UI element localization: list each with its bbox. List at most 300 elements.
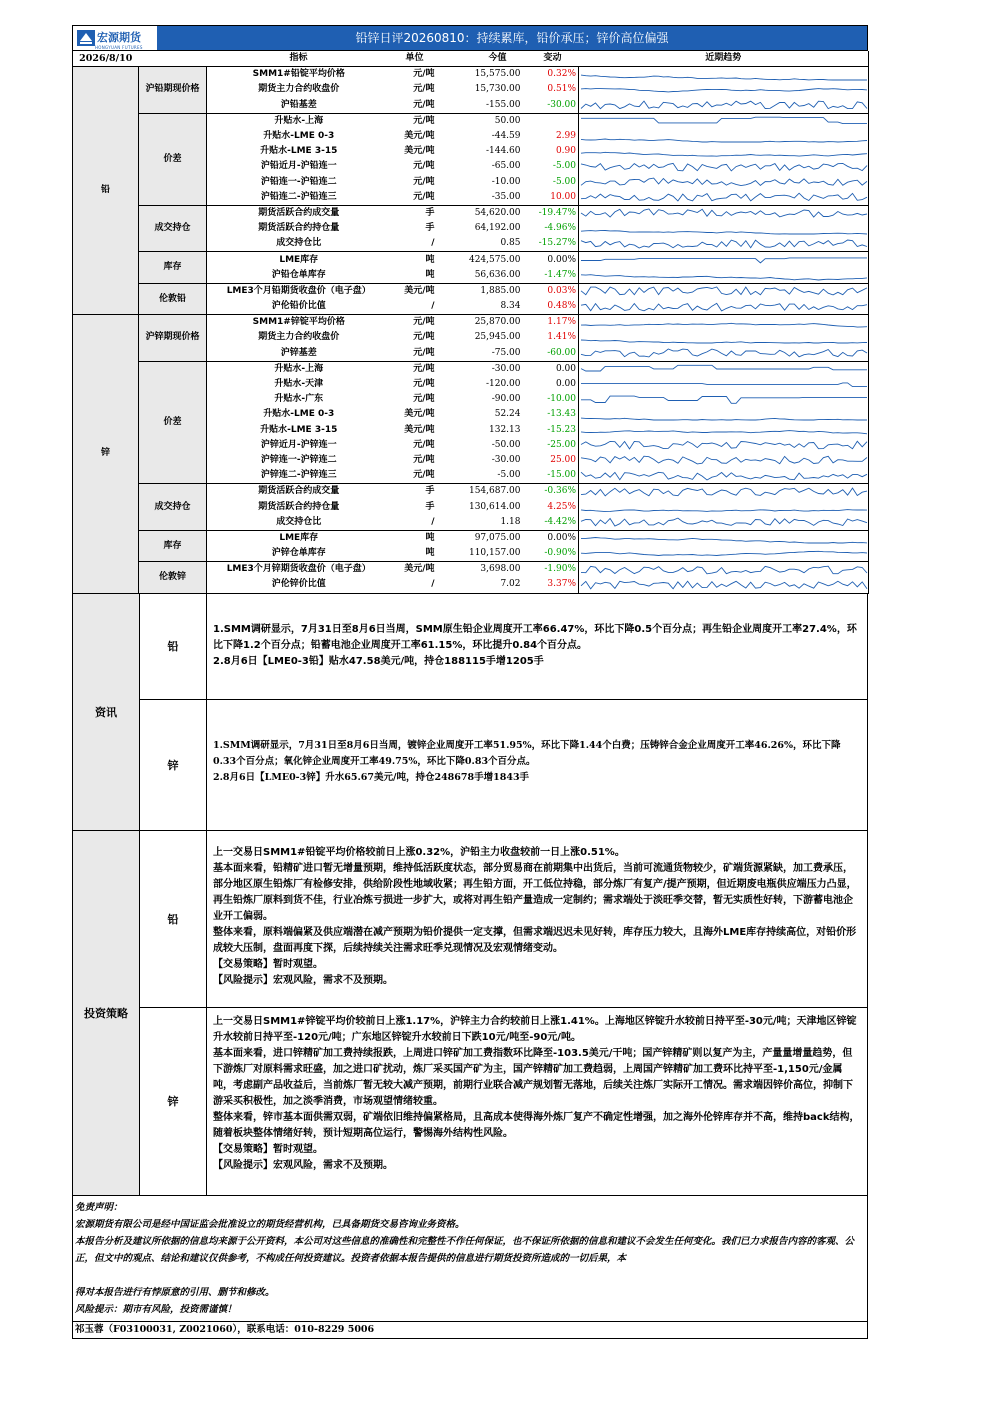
value-cell: 15,730.00 xyxy=(474,84,521,95)
sparkline-cell xyxy=(579,453,869,468)
category-label: 伦敦锌 xyxy=(139,562,207,593)
value-cell: -50.00 xyxy=(491,439,521,450)
value-cell: -44.59 xyxy=(491,131,521,142)
sparkline-path xyxy=(581,442,867,450)
sparkline-path xyxy=(581,551,867,555)
news-zinc-line: 1.SMM调研显示，7月31日至8月6日当周，镀锌企业周度开工率51.95%，环比下降1.44个白费；压铸锌合金企业周度开工率46.26%，环比下降0.33个百分点；氧化锌企业周度开工率49.75%，环比下降0.83个百分点。 xyxy=(213,739,841,767)
change-cell: -1.90% xyxy=(544,564,576,575)
table-row xyxy=(73,113,869,129)
trend-sparkline xyxy=(579,130,869,144)
sparkline-path xyxy=(581,396,867,403)
unit-cell: 元/吨 xyxy=(413,454,435,465)
sparkline-path xyxy=(581,258,867,263)
category-label: 价差 xyxy=(139,361,207,484)
value-cell: -65.00 xyxy=(491,161,521,172)
sparkline-path xyxy=(581,382,867,386)
sparkline-path xyxy=(581,178,867,186)
value-cell: -120.00 xyxy=(485,379,521,390)
change-cell: 3.37% xyxy=(527,577,579,593)
unit-cell: 元/吨 xyxy=(391,468,439,484)
sparkline-path xyxy=(581,323,867,327)
unit-cell: 元/吨 xyxy=(413,176,435,187)
sparkline-cell xyxy=(579,205,869,221)
change-cell: 1.17% xyxy=(547,317,576,328)
indicator-name: 沪锌近月-沪锌连一 xyxy=(260,439,337,450)
category-label: 成交持仓 xyxy=(139,205,207,252)
trend-sparkline xyxy=(579,160,869,174)
sparkline-path xyxy=(581,340,867,343)
unit-cell: 手 xyxy=(425,223,435,234)
value-cell: 0.85 xyxy=(439,236,527,252)
trend-sparkline xyxy=(579,515,869,529)
unit-cell: 美元/吨 xyxy=(404,564,435,575)
change-cell: -15.00 xyxy=(527,468,579,484)
value-cell: 64,192.00 xyxy=(474,223,521,234)
unit-cell: 元/吨 xyxy=(413,439,435,450)
sparkline-cell xyxy=(579,299,869,315)
news-lead-line: 2.8月6日【LME0-3铅】贴水47.58美元/吨，持仓188115手增1205手 xyxy=(213,655,544,667)
change-cell: 1.41% xyxy=(547,332,576,343)
trend-sparkline xyxy=(579,190,869,204)
category-label: 库存 xyxy=(139,252,207,283)
disclaimer-line: 得对本报告进行有悖原意的引用、删节和修改。 xyxy=(75,1286,275,1298)
sparkline-path xyxy=(581,139,867,142)
sparkline-path xyxy=(581,518,867,526)
value-cell: 50.00 xyxy=(494,115,521,126)
trend-sparkline xyxy=(579,578,869,592)
change-cell: 0.32% xyxy=(547,69,576,80)
sparkline-path xyxy=(581,209,867,217)
indicator-name: 沪锌仓单库存 xyxy=(207,546,391,562)
value-cell: 25,945.00 xyxy=(474,332,521,343)
table-header-row xyxy=(73,51,869,67)
change-cell: 0.48% xyxy=(527,299,579,315)
trend-sparkline xyxy=(579,316,869,330)
unit-cell: / xyxy=(391,577,439,593)
indicator-name: 升贴水-LME 3-15 xyxy=(260,146,338,157)
sparkline-cell xyxy=(579,484,869,500)
sparkline-cell xyxy=(579,361,869,377)
indicator-name: 成交持仓比 xyxy=(207,236,391,252)
strategy-lead-line: 【风险提示】宏观风险，需求不及预期。 xyxy=(213,974,393,986)
table-row xyxy=(73,283,869,299)
change-cell: -1.47% xyxy=(527,268,579,284)
indicator-name: 期货活跃合约持仓量 xyxy=(258,501,340,512)
table-row xyxy=(73,562,869,578)
report-sheet xyxy=(72,25,868,1339)
sparkline-cell xyxy=(579,113,869,129)
sparkline-path xyxy=(581,275,867,280)
sparkline-cell xyxy=(579,98,869,114)
unit-cell: 美元/吨 xyxy=(404,409,435,420)
value-cell: 25,870.00 xyxy=(474,317,521,328)
unit-cell: 元/吨 xyxy=(413,379,435,390)
trend-sparkline xyxy=(579,453,869,467)
news-lead-line: 1.SMM调研显示，7月31日至8月6日当周，SMM原生铅企业周度开工率66.47%，环比下降0.5个百分点；再生铅企业周度开工率27.4%，环比下降1.2个百分点；铅蓄电池企业周度开工率61.15%，环比提升0.84个百分点。 xyxy=(213,623,857,651)
trend-sparkline xyxy=(579,331,869,345)
header-today: 今值 xyxy=(439,51,527,67)
table-row xyxy=(73,315,869,331)
sparkline-cell xyxy=(579,67,869,83)
change-cell: 0.90 xyxy=(555,146,576,157)
strategy-lead-line: 整体来看，原料端偏紧及供应端潜在减产预期为铅价提供一定支撑，但需求端迟迟未见好转，库存压力较大，且海外LME库存持续高位，对铅价形成较大压制，盘面再度下探，后续持续关注需求旺季兑现情况及宏观情绪变动。 xyxy=(213,926,857,954)
change-cell: -0.36% xyxy=(544,486,576,497)
value-cell: -155.00 xyxy=(439,98,527,114)
indicator-name: 期货主力合约收盘价 xyxy=(258,332,340,343)
indicator-name: 升贴水-上海 xyxy=(274,115,324,126)
unit-cell: / xyxy=(391,515,439,531)
trend-sparkline xyxy=(579,268,869,282)
value-cell: -10.00 xyxy=(491,176,521,187)
sparkline-path xyxy=(581,287,867,295)
trend-sparkline xyxy=(579,362,869,376)
unit-cell: 手 xyxy=(425,501,435,512)
indicator-name: 升贴水-LME 3-15 xyxy=(260,424,338,435)
unit-cell: 美元/吨 xyxy=(404,285,435,296)
unit-cell: 美元/吨 xyxy=(404,424,435,435)
value-cell: 15,575.00 xyxy=(474,69,521,80)
unit-cell: 美元/吨 xyxy=(404,146,435,157)
strategy-zinc-line: 基本面来看，进口锌精矿加工费持续报跌，上周进口锌矿加工费指数环比降至-103.5美元/干吨；国产锌精矿则以复产为主，产量量增量趋势，但下游炼厂对原料需求旺盛，加之进口矿扰动，炼厂采买国产矿为主，国产锌精矿加工费趋弱，上周国产锌精矿加工费环比持平至-1,150元/金属吨，考虑副产品收益后，当前炼厂暂无较大减产预期，前期行业联合减产规划暂无落地，后续关注炼厂实际开工情况。需求端因锌价高位，抑制下游采买积极性，加之淡季消费，市场观望情绪较重。 xyxy=(213,1047,853,1107)
table-row xyxy=(73,67,869,83)
sparkline-cell xyxy=(579,315,869,331)
change-cell: 0.00 xyxy=(555,363,576,374)
strategy-zinc-text xyxy=(207,1008,867,1195)
indicator-name: 沪伦锌价比值 xyxy=(207,577,391,593)
trend-sparkline xyxy=(579,423,869,437)
sparkline-cell xyxy=(579,377,869,392)
category-label: 沪锌期现价格 xyxy=(139,315,207,362)
change-cell: 0.00% xyxy=(547,532,576,543)
header-trend: 近期趋势 xyxy=(579,51,869,67)
trend-sparkline xyxy=(579,393,869,407)
unit-cell: 元/吨 xyxy=(413,115,435,126)
indicator-name: 沪铅连一-沪铅连二 xyxy=(260,176,337,187)
value-cell: -35.00 xyxy=(439,190,527,206)
unit-cell: 元/吨 xyxy=(391,190,439,206)
trend-sparkline xyxy=(579,206,869,220)
sparkline-path xyxy=(581,193,867,201)
sparkline-cell xyxy=(579,577,869,593)
trend-sparkline xyxy=(579,408,869,422)
disclaimer-line: 风险提示：期市有风险，投资需谨慎！ xyxy=(75,1303,237,1315)
indicator-name: 期货活跃合约成交量 xyxy=(258,486,340,497)
value-cell: 132.13 xyxy=(489,424,521,435)
company-logo xyxy=(73,26,157,50)
sparkline-cell xyxy=(579,562,869,578)
sparkline-path xyxy=(581,431,867,434)
strategy-zinc-line: 【风险提示】宏观风险，需求不及预期。 xyxy=(213,1159,393,1171)
trend-sparkline xyxy=(579,237,869,251)
trend-sparkline xyxy=(579,175,869,189)
unit-cell: 元/吨 xyxy=(413,161,435,172)
value-cell: 56,636.00 xyxy=(439,268,527,284)
unit-cell: 吨 xyxy=(391,546,439,562)
change-cell: 25.00 xyxy=(550,454,576,465)
strategy-lead-line: 基本面来看，铅精矿进口暂无增量预期，维持低活跃度状态，部分贸易商在前期集中出货后，当前可流通货物较少，矿端货源紧缺，加工费承压，部分地区原生铅炼厂有检修安排，供给阶段性地域收紧；再生铅方面，开工低位持稳，部分炼厂有复产/提产预期，但近期废电瓶供应端压力凸显，再生铅炼厂原料到货不佳，行业冶炼亏损进一步扩大，或将对再生铅产量造成一定制约；需求端处于淡旺季交替，暂无实质性好转，下游蓄电池企业开工偏弱。 xyxy=(213,862,857,922)
indicator-name: LME库存 xyxy=(279,254,319,265)
value-cell: -75.00 xyxy=(439,346,527,362)
indicator-name: 升贴水-天津 xyxy=(274,379,324,390)
unit-cell: 吨 xyxy=(425,532,435,543)
strategy-lead-line: 【交易策略】暂时观望。 xyxy=(213,958,323,970)
value-cell: -90.00 xyxy=(491,394,521,405)
sparkline-cell xyxy=(579,159,869,174)
unit-cell: 元/吨 xyxy=(413,317,435,328)
change-cell: 4.25% xyxy=(547,501,576,512)
sparkline-path xyxy=(581,89,867,92)
category-label: 伦敦铅 xyxy=(139,283,207,314)
unit-cell: / xyxy=(391,236,439,252)
sparkline-path xyxy=(581,418,867,420)
disclaimer xyxy=(72,1196,868,1322)
strategy-section-label: 投资策略 xyxy=(73,831,140,1195)
disclaimer-line xyxy=(75,1267,865,1284)
sparkline-cell xyxy=(579,346,869,362)
category-label: 价差 xyxy=(139,113,207,205)
change-cell: -60.00 xyxy=(527,346,579,362)
sparkline-cell xyxy=(579,330,869,345)
trend-sparkline xyxy=(579,98,869,112)
sparkline-path xyxy=(581,581,867,589)
sparkline-cell xyxy=(579,252,869,268)
news-section xyxy=(72,594,868,831)
disclaimer-line: 本报告分析及建议所依据的信息均来源于公开资料，本公司对这些信息的准确性和完整性不作任何保证，也不保证所依据的信息和建议不会发生任何变化。我们已力求报告内容的客观、公正，但文中的观点、结论和建议仅供参考，不构成任何投资建议。投资者依据本报告提供的信息进行期货投资所造成的一切后果，本 xyxy=(75,1235,855,1264)
news-lead-label: 铅 xyxy=(140,594,207,699)
value-cell: 424,575.00 xyxy=(468,254,521,265)
indicator-name: 沪锌基差 xyxy=(207,346,391,362)
header-indicator: 指标 xyxy=(207,51,391,67)
sparkline-path xyxy=(581,349,867,357)
unit-cell: 手 xyxy=(425,207,435,218)
sparkline-cell xyxy=(579,546,869,562)
change-cell: -25.00 xyxy=(547,439,576,450)
value-cell: 97,075.00 xyxy=(474,532,521,543)
strategy-zinc-line: 上一交易日SMM1#锌锭平均价较前日上涨1.17%，沪锌主力合约较前日上涨1.41%。上海地区锌锭升水较前日持平至-30元/吨；天津地区锌锭升水较前日持平至-120元/吨；广东地区锌锭升水较前日下跌10元/吨至-90元/吨。 xyxy=(213,1015,857,1043)
value-cell: 130,614.00 xyxy=(468,501,521,512)
disclaimer-line: 宏源期货有限公司是经中国证监会批准设立的期货经营机构，已具备期货交易咨询业务资格。 xyxy=(75,1218,465,1230)
strategy-lead-row xyxy=(140,831,867,1008)
logo-subtext: HONGYUAN FUTURES xyxy=(95,45,143,50)
indicator-name: LME库存 xyxy=(279,532,319,543)
indicator-name: SMM1#锌锭平均价格 xyxy=(252,317,345,328)
indicator-name: 沪铅基差 xyxy=(207,98,391,114)
table-row xyxy=(73,252,869,268)
sparkline-path xyxy=(581,240,867,248)
trend-sparkline xyxy=(579,114,869,128)
change-cell: 10.00 xyxy=(527,190,579,206)
indicator-name: 沪锌连二-沪锌连三 xyxy=(207,468,391,484)
news-zinc-label: 锌 xyxy=(140,700,207,830)
trend-sparkline xyxy=(579,83,869,97)
table-row xyxy=(73,530,869,546)
change-cell: -5.00 xyxy=(552,176,576,187)
strategy-lead-label: 铅 xyxy=(140,831,207,1007)
indicator-name: 沪铅近月-沪铅连一 xyxy=(260,161,337,172)
trend-sparkline xyxy=(579,253,869,267)
sparkline-cell xyxy=(579,236,869,252)
sparkline-cell xyxy=(579,144,869,159)
change-cell: 2.99 xyxy=(555,131,576,142)
category-label: 成交持仓 xyxy=(139,484,207,531)
sparkline-path xyxy=(581,488,867,496)
unit-cell: 元/吨 xyxy=(391,346,439,362)
sparkline-cell xyxy=(579,423,869,438)
metal-label: 铅 xyxy=(73,67,139,315)
indicator-name: 期货活跃合约持仓量 xyxy=(258,223,340,234)
sparkline-cell xyxy=(579,392,869,407)
change-cell: -4.96% xyxy=(544,223,576,234)
header-category xyxy=(139,51,207,67)
sparkline-path xyxy=(581,152,867,156)
value-cell: -144.60 xyxy=(485,146,521,157)
sparkline-cell xyxy=(579,283,869,299)
report-title: 铅锌日评20260810：持续累库，铅价承压；锌价高位偏强 xyxy=(355,31,669,45)
indicator-name: 期货主力合约收盘价 xyxy=(258,84,340,95)
value-cell: 1.18 xyxy=(439,515,527,531)
sparkline-path xyxy=(581,472,867,480)
analyst-contact: 祁玉蓉（F03100031, Z0021060），联系电话：010-8229 5006 xyxy=(72,1322,868,1339)
sparkline-path xyxy=(581,366,867,372)
header-change: 变动 xyxy=(527,51,579,67)
indicator-name: 沪伦铅价比值 xyxy=(207,299,391,315)
indicator-name: 成交持仓比 xyxy=(207,515,391,531)
strategy-lead-line: 上一交易日SMM1#铅锭平均价格较前日上涨0.32%，沪铅主力收盘较前一日上涨0.51%。 xyxy=(213,846,625,858)
metrics-table xyxy=(72,51,869,594)
sparkline-cell xyxy=(579,221,869,236)
strategy-lead-text xyxy=(207,831,867,1007)
trend-sparkline xyxy=(579,469,869,483)
sparkline-path xyxy=(581,566,867,574)
table-row xyxy=(73,205,869,221)
strategy-zinc-row xyxy=(140,1008,867,1195)
unit-cell: 手 xyxy=(425,486,435,497)
indicator-name: 升贴水-上海 xyxy=(274,363,324,374)
change-cell: -15.27% xyxy=(527,236,579,252)
news-lead-text xyxy=(207,594,867,699)
news-lead-row xyxy=(140,594,867,700)
change-cell: -15.23 xyxy=(547,424,576,435)
category-label: 沪铅期现价格 xyxy=(139,67,207,114)
news-zinc-text xyxy=(207,700,867,830)
sparkline-path xyxy=(581,303,867,311)
trend-sparkline xyxy=(579,563,869,577)
change-cell: -4.42% xyxy=(527,515,579,531)
trend-sparkline xyxy=(579,500,869,514)
indicator-name: SMM1#铅锭平均价格 xyxy=(252,69,345,80)
change-cell: 0.51% xyxy=(547,84,576,95)
news-zinc-line: 2.8月6日【LME0-3锌】升水65.67美元/吨，持仓248678手增1843手 xyxy=(213,771,530,783)
indicator-name: LME3个月铅期货收盘价（电子盘） xyxy=(226,285,371,296)
value-cell: -30.00 xyxy=(491,363,521,374)
sparkline-path xyxy=(581,75,867,80)
indicator-name: LME3个月锌期货收盘价（电子盘） xyxy=(226,564,371,575)
sparkline-path xyxy=(581,118,867,124)
change-cell: 0.00% xyxy=(547,254,576,265)
sparkline-cell xyxy=(579,129,869,144)
sparkline-cell xyxy=(579,438,869,453)
unit-cell: 元/吨 xyxy=(391,98,439,114)
trend-sparkline xyxy=(579,300,869,314)
value-cell: 154,687.00 xyxy=(468,486,521,497)
indicator-name: 升贴水-LME 0-3 xyxy=(263,409,335,420)
sparkline-path xyxy=(581,510,867,512)
unit-cell: 元/吨 xyxy=(413,394,435,405)
category-label: 库存 xyxy=(139,530,207,561)
unit-cell: 元/吨 xyxy=(413,69,435,80)
table-row xyxy=(73,484,869,500)
value-cell: 1,885.00 xyxy=(480,285,521,296)
sparkline-cell xyxy=(579,190,869,206)
value-cell: -30.00 xyxy=(491,454,521,465)
trend-sparkline xyxy=(579,284,869,298)
header-unit: 单位 xyxy=(391,51,439,67)
indicator-name: 升贴水-广东 xyxy=(274,394,324,405)
sparkline-cell xyxy=(579,268,869,284)
indicator-name: 期货活跃合约成交量 xyxy=(258,207,340,218)
trend-sparkline xyxy=(579,531,869,545)
strategy-zinc-line: 【交易策略】暂时观望。 xyxy=(213,1143,323,1155)
logo-text: 宏源期货 xyxy=(97,31,141,44)
value-cell: 52.24 xyxy=(494,409,521,420)
unit-cell: 元/吨 xyxy=(413,363,435,374)
value-cell: 7.02 xyxy=(439,577,527,593)
value-cell: -5.00 xyxy=(439,468,527,484)
strategy-zinc-line: 整体来看，锌市基本面供需双弱，矿端依旧维持偏紧格局，且高成本使得海外炼厂复产不确定性增强，加之海外伦锌库存并不高，维持back结构，随着板块整体情绪好转，预计短期高位运行，警惕海外结构性风险。 xyxy=(213,1111,860,1139)
metal-label: 锌 xyxy=(73,315,139,593)
change-cell: -30.00 xyxy=(527,98,579,114)
logo-mark-icon xyxy=(77,30,95,46)
indicator-name: 沪铅连二-沪铅连三 xyxy=(207,190,391,206)
change-cell: -13.43 xyxy=(547,409,576,420)
change-cell: 0.03% xyxy=(547,285,576,296)
trend-sparkline xyxy=(579,378,869,392)
sparkline-cell xyxy=(579,407,869,422)
report-date: 2026/8/10 xyxy=(73,51,139,67)
unit-cell: 吨 xyxy=(391,268,439,284)
change-cell: 0.00 xyxy=(555,379,576,390)
change-cell: -19.47% xyxy=(538,207,576,218)
sparkline-cell xyxy=(579,530,869,546)
trend-sparkline xyxy=(579,145,869,159)
indicator-name: 升贴水-LME 0-3 xyxy=(263,131,335,142)
value-cell: 8.34 xyxy=(439,299,527,315)
sparkline-path xyxy=(581,230,867,234)
change-cell: -10.00 xyxy=(547,394,576,405)
sparkline-cell xyxy=(579,468,869,484)
change-cell: -5.00 xyxy=(552,161,576,172)
disclaimer-title: 免责声明： xyxy=(75,1201,123,1213)
unit-cell: 美元/吨 xyxy=(404,131,435,142)
trend-sparkline xyxy=(579,547,869,561)
trend-sparkline xyxy=(579,68,869,82)
unit-cell: 元/吨 xyxy=(413,84,435,95)
value-cell: 54,620.00 xyxy=(474,207,521,218)
trend-sparkline xyxy=(579,485,869,499)
sparkline-cell xyxy=(579,515,869,531)
sparkline-cell xyxy=(579,175,869,190)
table-row xyxy=(73,361,869,377)
sparkline-path xyxy=(581,457,867,465)
trend-sparkline xyxy=(579,438,869,452)
indicator-name: 沪锌连一-沪锌连二 xyxy=(260,454,337,465)
report-title-bar xyxy=(72,25,868,51)
sparkline-path xyxy=(581,538,867,544)
news-section-label: 资讯 xyxy=(73,594,140,830)
value-cell: 110,157.00 xyxy=(439,546,527,562)
change-cell: -0.90% xyxy=(527,546,579,562)
unit-cell: 元/吨 xyxy=(413,332,435,343)
